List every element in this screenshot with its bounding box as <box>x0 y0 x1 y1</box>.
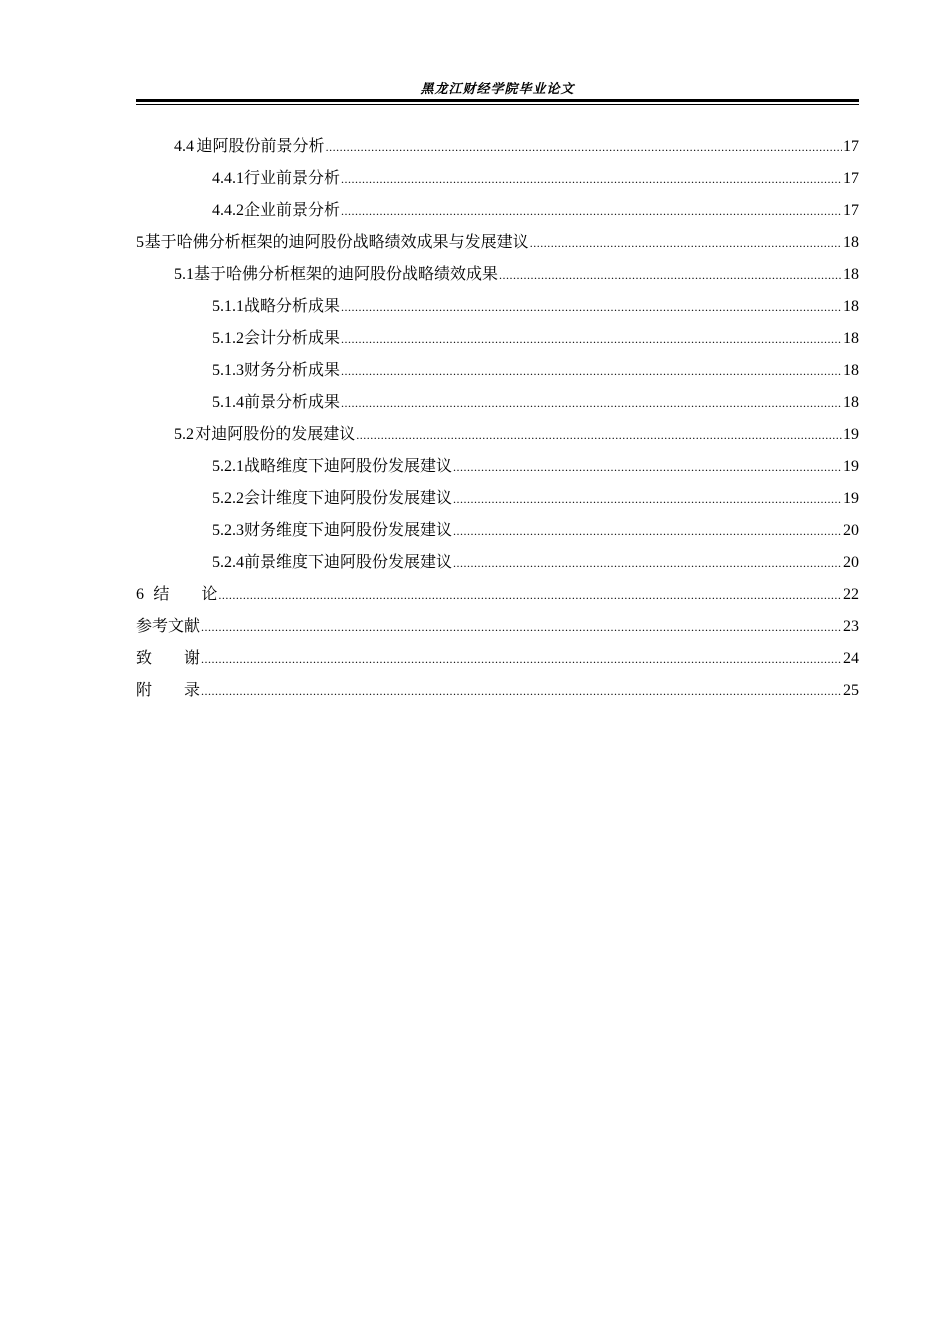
toc-entry[interactable] <box>136 418 859 450</box>
toc-entry[interactable] <box>136 450 859 482</box>
toc-entry-number: 6 <box>136 586 144 603</box>
toc-entry-title: 迪阿股份前景分析 <box>196 136 325 155</box>
toc-entry[interactable] <box>136 226 859 258</box>
toc-dot-leader <box>201 675 842 707</box>
toc-entry-page: 19 <box>843 458 859 475</box>
toc-entry-page: 18 <box>843 362 859 379</box>
toc-entry-number: 5.2 <box>174 426 194 443</box>
toc-entry-page: 18 <box>843 234 859 251</box>
toc-dot-leader <box>341 355 842 387</box>
toc-entry[interactable] <box>136 130 859 162</box>
toc-dot-leader <box>453 515 842 547</box>
toc-entry-number: 5.2.1 <box>212 458 244 475</box>
toc-entry-number: 5.1.4 <box>212 394 244 411</box>
toc-entry-title: 基于哈佛分析框架的迪阿股份战略绩效成果与发展建议 <box>144 232 529 251</box>
toc-dot-leader <box>356 419 842 451</box>
toc-entry-page: 18 <box>843 266 859 283</box>
toc-entry-page: 19 <box>843 426 859 443</box>
toc-entry-number: 5.1.2 <box>212 330 244 347</box>
toc-entry[interactable] <box>136 642 859 674</box>
toc-entry[interactable] <box>136 578 859 610</box>
toc-entry-title: 财务维度下迪阿股份发展建议 <box>244 520 453 539</box>
toc-dot-leader <box>201 611 842 643</box>
toc-entry[interactable] <box>136 354 859 386</box>
toc-dot-leader <box>218 579 842 611</box>
toc-entry-page: 17 <box>843 138 859 155</box>
toc-dot-leader <box>326 131 842 163</box>
toc-dot-leader <box>341 291 842 323</box>
toc-entry-title: 行业前景分析 <box>244 168 341 187</box>
toc-entry-title: 财务分析成果 <box>244 360 341 379</box>
table-of-contents <box>136 130 859 706</box>
page-header: 黑龙江财经学院毕业论文 <box>420 82 575 97</box>
toc-entry-title: 战略分析成果 <box>244 296 341 315</box>
toc-entry-title: 致 谢 <box>136 648 201 667</box>
toc-entry-page: 24 <box>843 650 859 667</box>
header-rule-thick <box>136 99 859 102</box>
toc-entry-title: 结 论 <box>153 584 218 603</box>
toc-entry-number: 5.1.1 <box>212 298 244 315</box>
toc-entry[interactable] <box>136 610 859 642</box>
toc-dot-leader <box>341 387 842 419</box>
toc-entry-page: 22 <box>843 586 859 603</box>
toc-entry-page: 20 <box>843 522 859 539</box>
toc-entry-number: 5.1.3 <box>212 362 244 379</box>
toc-entry[interactable] <box>136 482 859 514</box>
toc-entry-page: 18 <box>843 330 859 347</box>
toc-entry[interactable] <box>136 162 859 194</box>
toc-entry-page: 20 <box>843 554 859 571</box>
toc-entry[interactable] <box>136 514 859 546</box>
toc-entry-title: 会计分析成果 <box>244 328 341 347</box>
toc-dot-leader <box>499 259 842 291</box>
toc-entry-title: 战略维度下迪阿股份发展建议 <box>244 456 453 475</box>
toc-entry-page: 25 <box>843 682 859 699</box>
toc-entry-title: 附 录 <box>136 680 201 699</box>
toc-entry-title: 对迪阿股份的发展建议 <box>195 424 356 443</box>
toc-entry-number: 5.2.2 <box>212 490 244 507</box>
toc-entry-page: 19 <box>843 490 859 507</box>
toc-dot-leader <box>341 195 842 227</box>
toc-entry-page: 18 <box>843 394 859 411</box>
toc-dot-leader <box>341 323 842 355</box>
toc-entry-page: 17 <box>843 202 859 219</box>
toc-entry-number: 5.2.3 <box>212 522 244 539</box>
toc-entry[interactable] <box>136 258 859 290</box>
toc-entry-number: 4.4.2 <box>212 202 244 219</box>
toc-entry-title: 前景分析成果 <box>244 392 341 411</box>
toc-entry[interactable] <box>136 546 859 578</box>
toc-dot-leader <box>453 483 842 515</box>
toc-entry[interactable] <box>136 322 859 354</box>
toc-entry-page: 17 <box>843 170 859 187</box>
toc-dot-leader <box>201 643 842 675</box>
toc-entry-page: 23 <box>843 618 859 635</box>
toc-entry-title: 企业前景分析 <box>244 200 341 219</box>
toc-entry-number: 5.2.4 <box>212 554 244 571</box>
toc-dot-leader <box>453 547 842 579</box>
toc-entry-title: 基于哈佛分析框架的迪阿股份战略绩效成果 <box>194 264 499 283</box>
header-rule-thin <box>136 104 859 105</box>
toc-dot-leader <box>341 163 842 195</box>
toc-entry-title: 会计维度下迪阿股份发展建议 <box>244 488 453 507</box>
toc-entry-title: 前景维度下迪阿股份发展建议 <box>244 552 453 571</box>
toc-dot-leader <box>530 227 842 259</box>
toc-entry[interactable] <box>136 386 859 418</box>
toc-entry[interactable] <box>136 194 859 226</box>
toc-entry-number: 5 <box>136 234 144 251</box>
toc-entry-title: 参考文献 <box>136 616 201 635</box>
toc-entry-number: 4.4 <box>174 138 194 155</box>
toc-entry[interactable] <box>136 290 859 322</box>
toc-entry-number: 5.1 <box>174 266 194 283</box>
toc-entry-number: 4.4.1 <box>212 170 244 187</box>
toc-dot-leader <box>453 451 842 483</box>
toc-entry[interactable] <box>136 674 859 706</box>
toc-entry-page: 18 <box>843 298 859 315</box>
